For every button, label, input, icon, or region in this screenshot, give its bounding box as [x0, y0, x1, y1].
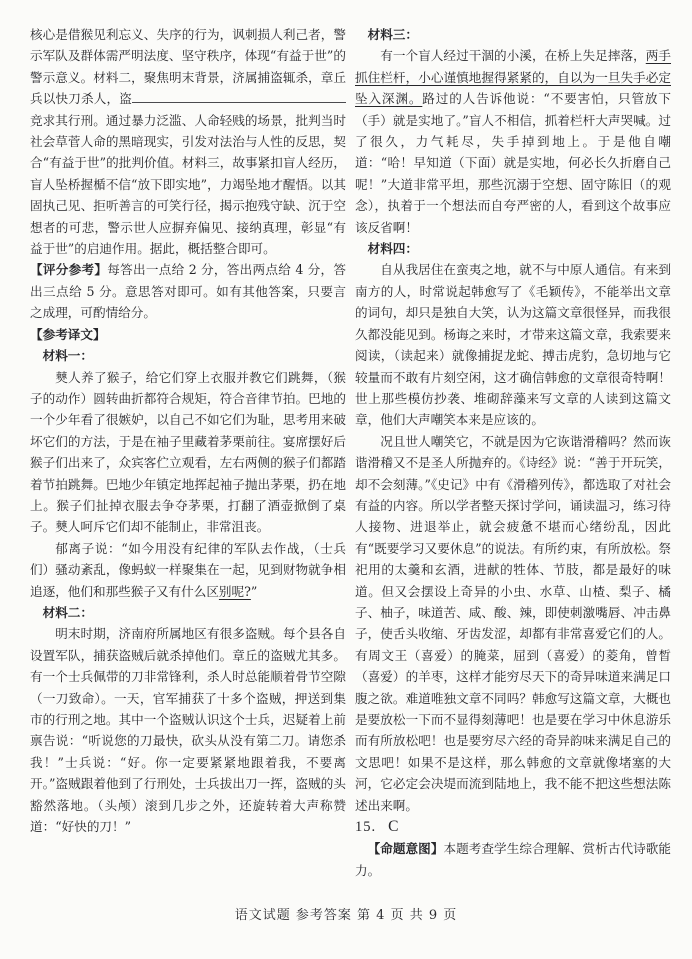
- analysis-text-2: 竞求其行刑。通过暴力泛滥、人命轻贱的场景，批判当时社会草菅人命的黑暗现实，引发对法治与人性的反思，契合“有益于世”的批判价值。材料三，故事紧扣盲人经历，盲人坠桥握楯不信“放下即实地”，力竭坠地才醒悟。以其固执己见、拒听善言的可笑行径，揭示抱残守缺、沉于空想者的可悲，警示世人应摒弃偏见、接纳真理，彰显“有益于世”的启迪作用。据此，概括整合即可。: [30, 112, 346, 257]
- material-2-translation: 明末时期，济南府所属地区有很多盗贼。每个县各自设置军队，捕获盗贼后就杀掉他们。章丘的盗贼尤其多。有一个士兵佩带的刀非常锋利，杀人时总能顺着骨节空隙（一刀致命）。一天，官军捕获了十多个盗贼，押送到集市的行刑之地。其中一个盗贼认识这个士兵，迟疑着上前禀告说：“听说您的刀最快，砍头从没有第二刀。请您杀我！”士兵说：“好。你一定要紧紧地跟着我，不要离开。”盗贼跟着他到了行刑处，士兵拔出刀一挥，盗贼的头豁然落地。（头颅）滚到几步之外，还旋转着大声称赞道：“好快的刀！”: [30, 626, 346, 835]
- left-column: [30, 24, 346, 881]
- material-3-text-1: 有一个盲人经过干涸的小溪，在桥上失足摔落，: [380, 48, 646, 64]
- material-3-underlined: 两手抓住栏杆，小心谨慎地握得紧紧的，自以为一旦失手必定坠入深渊。: [355, 48, 672, 107]
- material-1-heading: 材料一：: [42, 348, 93, 364]
- material-1-translation: 僰人养了猴子，给它们穿上衣服并教它们跳舞，（猴子的动作）圆转曲折都符合规矩，符合音律节拍。巴地的一个少年看了很嫉妒，以自己不如它们为耻，思考用来破坏它们的方法，于是在袖子里藏着茅栗前往。宴席摆好后猴子们出来了，众宾客伫立观看，左右两侧的猴子们都踏着节拍跳舞。巴地少年镇定地挥起袖子抛出茅栗，扔在地上。猴子们扯掉衣服去争夺茅栗，打翻了酒壶掀倒了桌子。僰人呵斥它们却不能制止，非常沮丧。: [30, 369, 346, 535]
- yulizi-underlined: 别呢?: [218, 583, 251, 599]
- question-15-number: 15.: [355, 819, 377, 836]
- yulizi-text-1: 郁离子说：“如今用没有纪律的军队去作战，（士兵们）骚动紊乱，像蚂蚁一样聚集在一起，见到财物就争相追逐，他们和那些猴子又有什么区: [30, 540, 346, 599]
- scoring-note: [30, 259, 346, 323]
- right-column: [355, 24, 671, 881]
- page-footer: 语文试题 参考答案 第 4 页 共 9 页: [234, 908, 458, 923]
- yulizi-text-2: ”: [250, 583, 258, 599]
- scoring-label: 【评分参考】: [30, 262, 108, 278]
- blank-line: [132, 90, 280, 103]
- analysis-text-1: 核心是借猴见利忘义、失序的行为，讽刺损人利己者，警示军队及群体需严明法度、坚守秩序，体现“有益于世”的警示意义。材料二，聚焦明末背景，济属捕盗辄杀，章丘兵以快刀杀人，盗: [30, 27, 346, 107]
- material-2-heading: 材料二：: [42, 604, 93, 620]
- translation-heading: 【参考译文】: [30, 326, 106, 342]
- material-3-translation: [355, 45, 671, 238]
- blank-line: [280, 90, 346, 103]
- material-4-translation-p1: 自从我居住在蛮夷之地，就不与中原人通信。有来到南方的人，时常说起韩愈写了《毛颖传》，不能举出文章的词句，却只是独自大笑，认为这篇文章很怪异，而我很久都没能见到。杨诲之来时，才带来这篇文章，我索要来阅读，（读起来）就像捕捉龙蛇、搏击虎豹，急切地与它较量而不敢有片刻空闲，这才确信韩愈的文章很奇特啊！世上那些模仿抄袭、堆砌辞藻来写文章的人读到这篇文章，他们大声嘲笑本来是应该的。: [355, 262, 671, 428]
- answer-analysis-paragraph: [30, 24, 346, 259]
- scoring-text: 每答出一点给 2 分，答出两点给 4 分，答出三点给 5 分。意思答对即可。如有其他答案，只要言之成理，可酌情给分。: [30, 262, 346, 321]
- two-column-layout: [30, 24, 692, 881]
- material-3-text-2: 路过的人告诉他说：“不要害怕，只管放下（手）就是实地了。”盲人不相信，抓着栏杆大声哭喊。过了很久，力气耗尽，失手掉到地上。于是他自嘲道：“哈！早知道（下面）就是实地，何必长久折磨自己呢！”大道非常平坦，那些沉溺于空想、固守陈旧（的观念），执着于一个想法而自夸严密的人，看到这个故事应该反省啊！: [355, 91, 671, 235]
- intent-text: 本题考查学生综合理解、赏析古代诗歌能力。: [355, 841, 672, 878]
- material-3-heading: 材料三：: [367, 27, 418, 42]
- material-4-heading: 材料四：: [367, 241, 418, 257]
- question-15-answer: [355, 816, 671, 838]
- question-intent-note: [355, 838, 671, 881]
- material-4-translation-p2: 况且世人嘲笑它，不就是因为它诙谐滑稽吗？然而诙谐滑稽又不是圣人所抛弃的。《诗经》说：“善于开玩笑，却不会刻薄。”《史记》中有《滑稽列传》，都选取了对社会有益的内容。所以学者整天探讨学问，诵读温习，练习待人接物、进退举止，就会疲惫不堪而心绪纷乱，因此有“既要学习又要休息”的说法。有所约束，有所放松。祭祀用的太羹和玄酒，进献的牲体、节肢，都是最好的味道。但又会摆设上奇异的小虫、水草、山楂、梨子、橘子、柚子，味道苦、咸、酸、辣，即使刺激嘴唇、冲击鼻子，使舌头收缩、牙齿发涩，却都有非常喜爱它们的人。有周文王（喜爱）的腌菜，屈到（喜爱）的菱角，曾晳（喜爱）的羊枣，这样才能穷尽天下的奇异味道来满足口腹之欲。难道唯独文章不同吗？韩愈写这篇文章，大概也是要放松一下而不显得刻薄吧！也是要在学习中休息游乐而有所放松吧！也是要穷尽六经的奇异韵味来满足自己的文思吧！如果不是这样，那么韩愈的文章就像堵塞的大河，它必定会决堤而流到陆地上，我不能不把这些想法陈述出来啊。: [355, 433, 671, 813]
- yulizi-comment: [30, 538, 346, 602]
- intent-label: 【命题意图】: [367, 841, 444, 857]
- question-15-letter: C: [388, 818, 400, 836]
